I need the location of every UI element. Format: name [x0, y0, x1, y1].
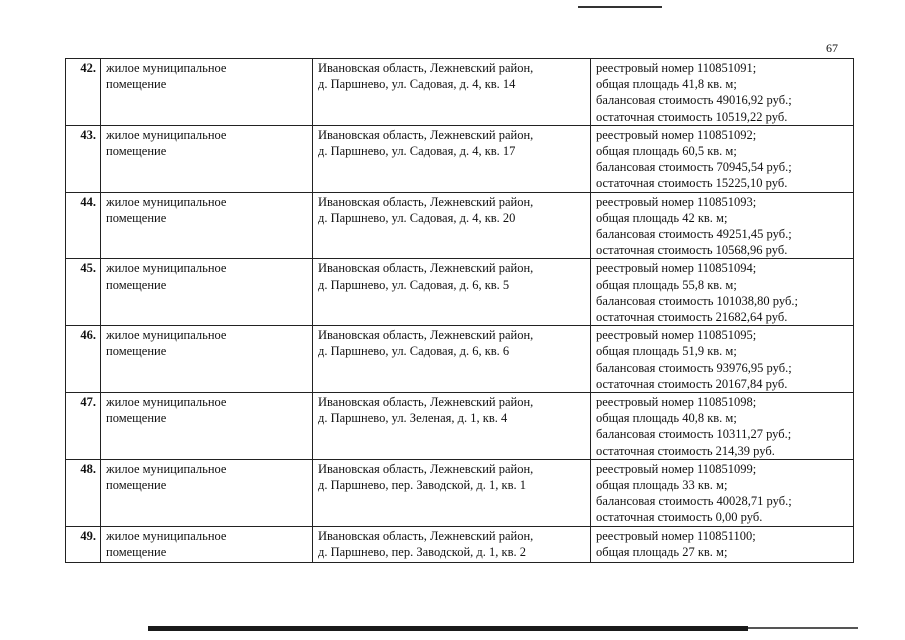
row-number-cell: [66, 459, 101, 526]
address-line: Ивановская область, Лежневский район,: [318, 395, 534, 410]
property-type-line: жилое муниципальное: [106, 461, 227, 476]
details-cell: [591, 459, 854, 526]
table-row: [66, 59, 854, 126]
row-number-cell: [66, 526, 101, 562]
property-type-line: помещение: [106, 210, 167, 225]
property-type-cell: [101, 459, 313, 526]
address-line: д. Паршнево, ул. Зеленая, д. 1, кв. 4: [318, 411, 508, 426]
property-type-line: помещение: [106, 344, 167, 359]
details-line: остаточная стоимость 21682,64 руб.: [596, 310, 788, 325]
address-cell: [313, 393, 591, 460]
details-line: реестровый номер 110851093;: [596, 194, 757, 209]
details-line: общая площадь 40,8 кв. м;: [596, 411, 737, 426]
property-type-line: помещение: [106, 144, 167, 159]
details-cell: [591, 125, 854, 192]
property-type-line: помещение: [106, 478, 167, 493]
property-type-line: жилое муниципальное: [106, 194, 227, 209]
address-cell: [313, 326, 591, 393]
address-line: Ивановская область, Лежневский район,: [318, 261, 534, 276]
property-registry-table: [65, 58, 854, 563]
address-line: Ивановская область, Лежневский район,: [318, 528, 534, 543]
address-line: д. Паршнево, ул. Садовая, д. 4, кв. 17: [318, 144, 516, 159]
address-line: д. Паршнево, пер. Заводской, д. 1, кв. 2: [318, 544, 526, 559]
details-line: общая площадь 60,5 кв. м;: [596, 144, 737, 159]
details-line: реестровый номер 110851094;: [596, 261, 757, 276]
address-cell: [313, 259, 591, 326]
details-line: балансовая стоимость 49016,92 руб.;: [596, 93, 792, 108]
address-line: д. Паршнево, ул. Садовая, д. 4, кв. 20: [318, 210, 516, 225]
row-number-cell: [66, 125, 101, 192]
details-line: реестровый номер 110851099;: [596, 461, 757, 476]
details-line: остаточная стоимость 0,00 руб.: [596, 510, 763, 525]
details-line: балансовая стоимость 101038,80 руб.;: [596, 293, 798, 308]
details-cell: [591, 192, 854, 259]
details-line: остаточная стоимость 10519,22 руб.: [596, 109, 788, 124]
row-number-cell: [66, 393, 101, 460]
details-line: реестровый номер 110851098;: [596, 395, 757, 410]
row-number-cell: [66, 59, 101, 126]
table-row: [66, 259, 854, 326]
details-line: остаточная стоимость 20167,84 руб.: [596, 376, 788, 391]
details-line: общая площадь 55,8 кв. м;: [596, 277, 737, 292]
property-type-line: жилое муниципальное: [106, 261, 227, 276]
property-type-line: помещение: [106, 411, 167, 426]
top-rule: [578, 6, 662, 8]
property-type-line: жилое муниципальное: [106, 328, 227, 343]
table-row: [66, 459, 854, 526]
address-line: д. Паршнево, ул. Садовая, д. 4, кв. 14: [318, 77, 516, 92]
details-cell: [591, 326, 854, 393]
property-type-line: помещение: [106, 277, 167, 292]
bottom-rule-tail: [748, 627, 858, 629]
details-line: реестровый номер 110851091;: [596, 61, 757, 75]
details-line: реестровый номер 110851092;: [596, 127, 757, 142]
details-line: общая площадь 33 кв. м;: [596, 478, 728, 493]
address-cell: [313, 526, 591, 562]
row-number: 46.: [80, 328, 96, 343]
details-line: остаточная стоимость 15225,10 руб.: [596, 176, 788, 191]
details-line: общая площадь 51,9 кв. м;: [596, 344, 737, 359]
property-type-cell: [101, 326, 313, 393]
details-line: реестровый номер 110851095;: [596, 328, 757, 343]
property-type-line: жилое муниципальное: [106, 528, 227, 543]
registry-body: [66, 59, 854, 563]
details-line: остаточная стоимость 10568,96 руб.: [596, 243, 788, 258]
address-line: Ивановская область, Лежневский район,: [318, 61, 534, 75]
table-row: [66, 526, 854, 562]
table-row: [66, 125, 854, 192]
row-number: 42.: [80, 61, 96, 75]
row-number: 44.: [80, 194, 96, 209]
property-type-cell: [101, 259, 313, 326]
details-cell: [591, 259, 854, 326]
table-row: [66, 192, 854, 259]
bottom-rule: [148, 626, 748, 631]
details-cell: [591, 59, 854, 126]
property-type-cell: [101, 192, 313, 259]
row-number: 45.: [80, 261, 96, 276]
row-number: 49.: [80, 528, 96, 543]
details-line: общая площадь 42 кв. м;: [596, 210, 728, 225]
details-line: реестровый номер 110851100;: [596, 528, 756, 543]
table-row: [66, 326, 854, 393]
property-type-line: жилое муниципальное: [106, 61, 227, 75]
row-number: 47.: [80, 395, 96, 410]
property-type-cell: [101, 526, 313, 562]
address-line: Ивановская область, Лежневский район,: [318, 328, 534, 343]
row-number-cell: [66, 192, 101, 259]
table-row: [66, 393, 854, 460]
address-cell: [313, 459, 591, 526]
address-line: д. Паршнево, ул. Садовая, д. 6, кв. 5: [318, 277, 510, 292]
details-line: балансовая стоимость 49251,45 руб.;: [596, 227, 792, 242]
details-cell: [591, 526, 854, 562]
property-type-cell: [101, 125, 313, 192]
address-cell: [313, 192, 591, 259]
property-type-line: помещение: [106, 77, 167, 92]
address-line: д. Паршнево, ул. Садовая, д. 6, кв. 6: [318, 344, 510, 359]
details-cell: [591, 393, 854, 460]
page-number: 67: [826, 41, 838, 55]
property-type-cell: [101, 59, 313, 126]
property-type-line: помещение: [106, 544, 167, 559]
property-type-line: жилое муниципальное: [106, 127, 227, 142]
row-number-cell: [66, 326, 101, 393]
property-type-line: жилое муниципальное: [106, 395, 227, 410]
address-line: д. Паршнево, пер. Заводской, д. 1, кв. 1: [318, 478, 526, 493]
property-type-cell: [101, 393, 313, 460]
details-line: балансовая стоимость 93976,95 руб.;: [596, 360, 792, 375]
address-line: Ивановская область, Лежневский район,: [318, 194, 534, 209]
details-line: балансовая стоимость 10311,27 руб.;: [596, 427, 792, 442]
row-number: 48.: [80, 461, 96, 476]
address-line: Ивановская область, Лежневский район,: [318, 461, 534, 476]
details-line: общая площадь 41,8 кв. м;: [596, 77, 737, 92]
row-number: 43.: [80, 127, 96, 142]
details-line: балансовая стоимость 70945,54 руб.;: [596, 160, 792, 175]
address-line: Ивановская область, Лежневский район,: [318, 127, 534, 142]
address-cell: [313, 59, 591, 126]
details-line: остаточная стоимость 214,39 руб.: [596, 443, 775, 458]
row-number-cell: [66, 259, 101, 326]
details-line: балансовая стоимость 40028,71 руб.;: [596, 494, 792, 509]
address-cell: [313, 125, 591, 192]
details-line: общая площадь 27 кв. м;: [596, 544, 728, 559]
